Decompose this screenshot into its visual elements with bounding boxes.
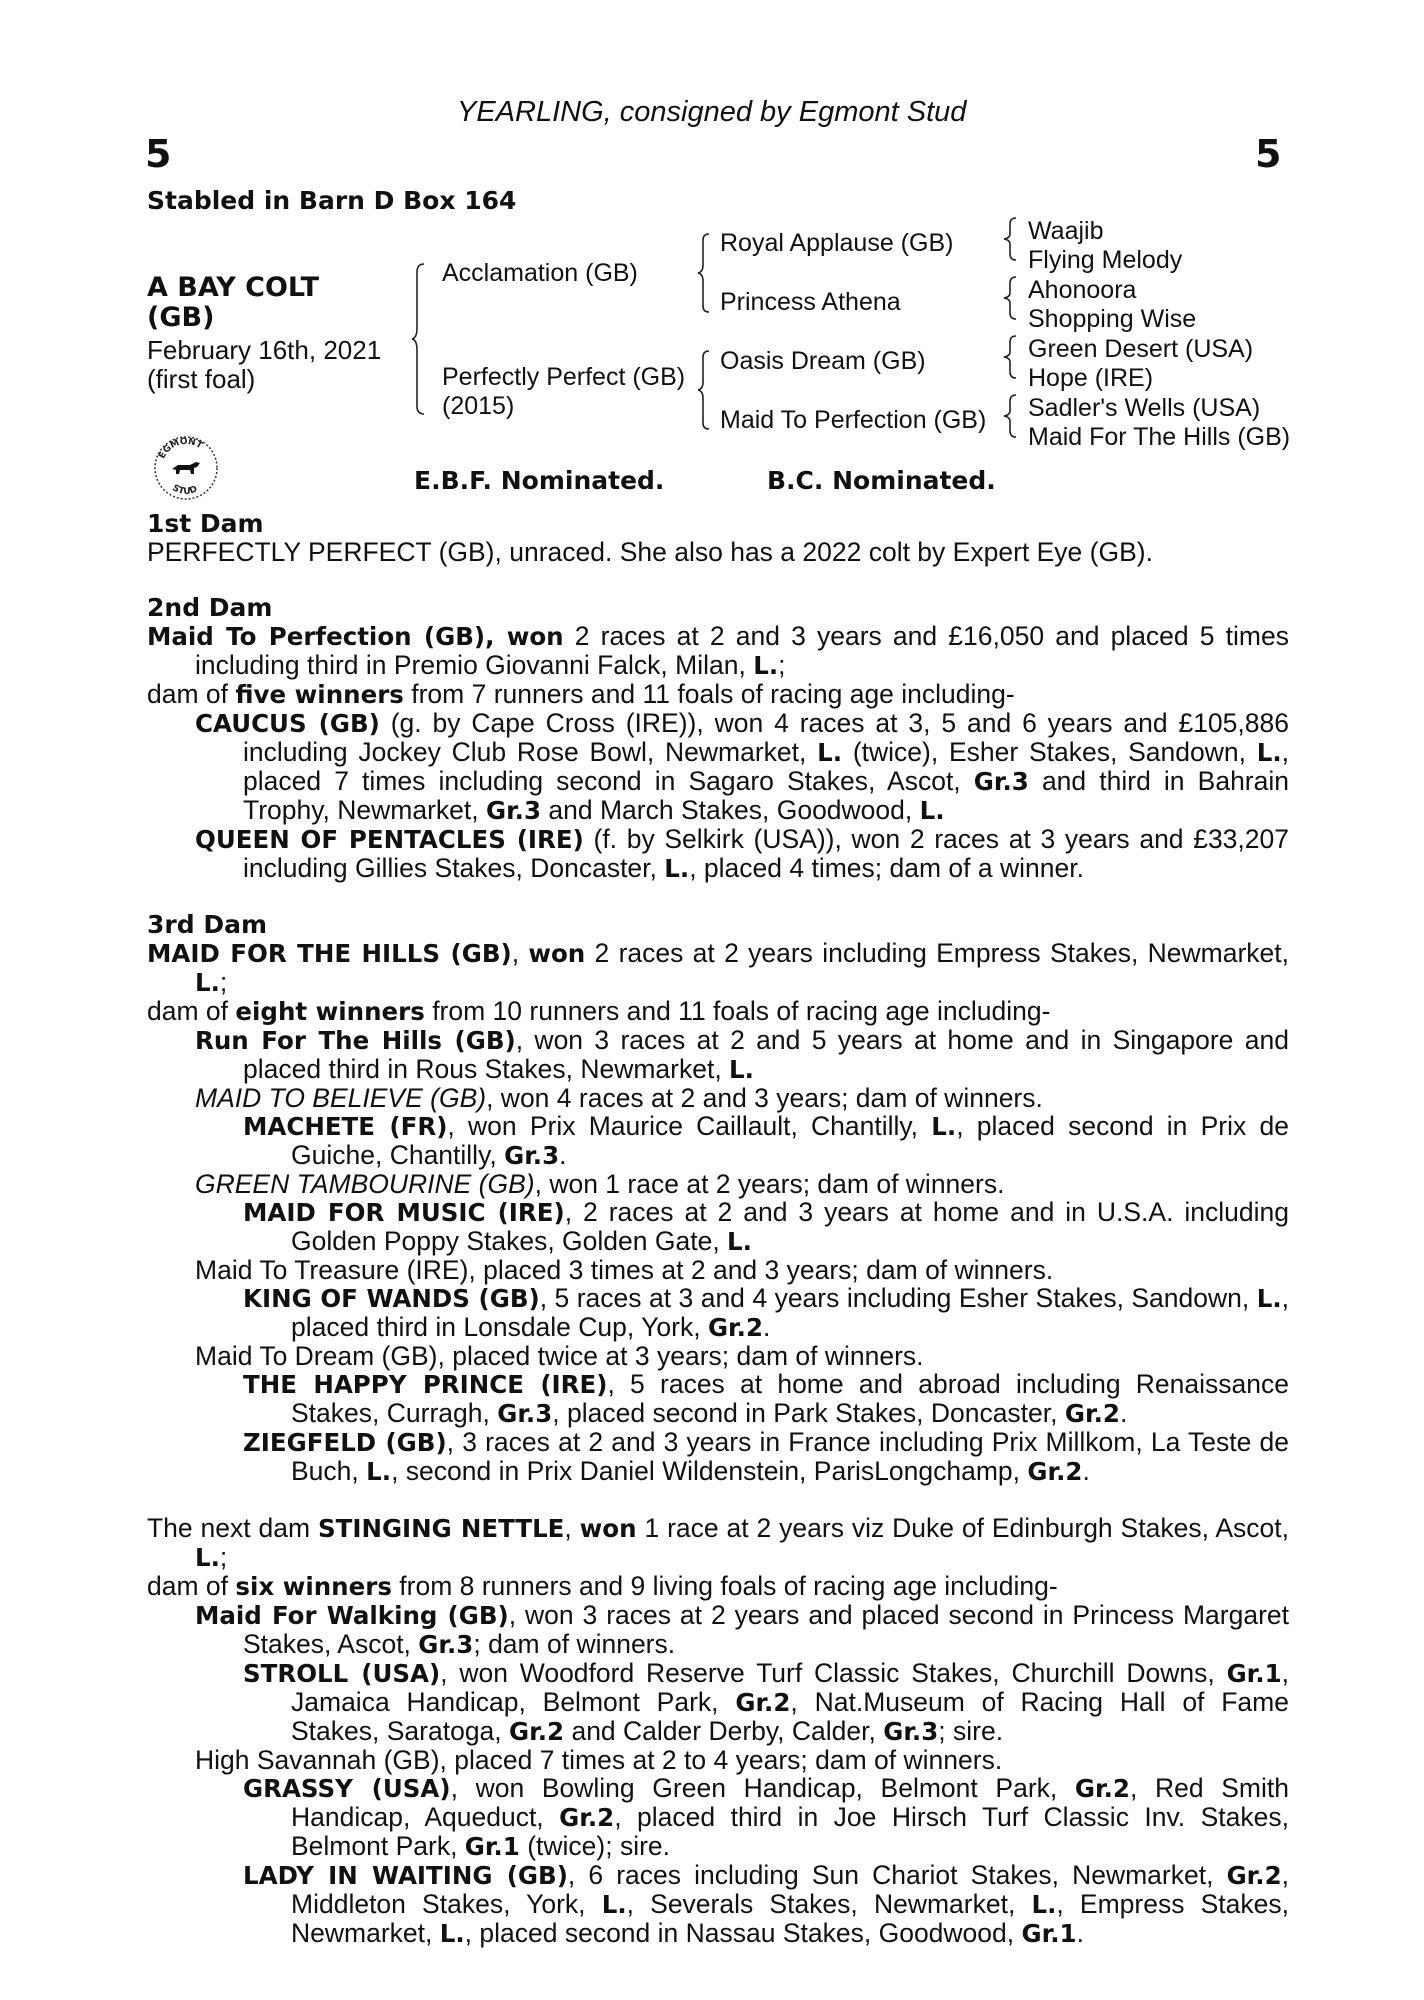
group-label: Gr.3 bbox=[418, 1630, 474, 1659]
section-heading-3rd-dam: 3rd Dam bbox=[147, 910, 267, 939]
section-heading-2nd-dam: 2nd Dam bbox=[147, 593, 273, 622]
text: , bbox=[564, 1513, 580, 1543]
winners-count: five winners bbox=[235, 680, 404, 709]
text: , won 4 races at 2 and 3 years; dam of winners. bbox=[486, 1083, 1043, 1113]
first-dam-text: PERFECTLY PERFECT (GB), unraced. She also has a 2022 colt by Expert Eye (GB). bbox=[147, 537, 1153, 567]
text: . bbox=[763, 1312, 771, 1342]
winners-count: eight winners bbox=[235, 997, 425, 1026]
text: and third in Bahrain Trophy, Newmarket, bbox=[243, 766, 1289, 825]
produce-entry bbox=[147, 709, 1289, 825]
produce-entry bbox=[147, 1370, 1289, 1428]
second-dam-name: Maid To Perfection (GB) bbox=[147, 622, 486, 651]
next-dam-record bbox=[147, 1514, 1289, 1572]
catalogue-header: YEARLING, consigned by Egmont Stud bbox=[457, 96, 967, 128]
text: , Red Smith Handicap, Aqueduct, bbox=[291, 1773, 1289, 1832]
pedigree-sds: Ahonoora bbox=[1028, 276, 1137, 304]
svg-text:STUD: STUD bbox=[170, 483, 200, 498]
pedigree-dam-sire: Oasis Dream (GB) bbox=[720, 347, 926, 375]
horse-foaling-date: February 16th, 2021 bbox=[147, 335, 382, 365]
text: , Severals Stakes, Newmarket, bbox=[626, 1889, 1032, 1919]
text: (f. by Selkirk (USA)), won 2 races at 3 years and £33,207 including Gillies Stakes, Doncaster, bbox=[243, 824, 1290, 883]
horse-foal-note: (first foal) bbox=[147, 364, 256, 394]
pedigree-dam-dam: Maid To Perfection (GB) bbox=[720, 406, 987, 434]
group-label: Gr.2 bbox=[1226, 1861, 1282, 1890]
text: ; dam of winners. bbox=[473, 1629, 676, 1659]
text: , placed second in Nassau Stakes, Goodwood, bbox=[464, 1918, 1022, 1948]
text: . bbox=[1082, 1456, 1090, 1486]
stud-seal-icon bbox=[150, 432, 222, 504]
text: . bbox=[559, 1140, 567, 1170]
listed-label: L. bbox=[727, 1227, 752, 1256]
text: ; bbox=[219, 1542, 228, 1572]
produce-entry bbox=[147, 1659, 1289, 1746]
group-label: Gr.3 bbox=[485, 796, 542, 825]
text: , placed third in Joe Hirsch Turf Classic Inv. Stakes, Belmont Park, bbox=[291, 1802, 1289, 1861]
pedigree-ddd: Maid For The Hills (GB) bbox=[1028, 423, 1291, 451]
produce-entry bbox=[147, 1170, 1289, 1198]
listed-label: L. bbox=[729, 1055, 754, 1084]
won-label: won bbox=[506, 622, 564, 651]
text: and March Stakes, Goodwood, bbox=[541, 795, 920, 825]
text: , placed second in Park Stakes, Doncaster, bbox=[552, 1398, 1065, 1428]
pedigree-brace-sire bbox=[698, 232, 712, 314]
text: , placed 7 times including second in Sagaro Stakes, Ascot, bbox=[243, 737, 1289, 796]
lot-number-left: 5 bbox=[145, 132, 172, 176]
text: dam of bbox=[147, 679, 236, 709]
won-label: won bbox=[579, 1514, 637, 1543]
second-dam-produce-summary bbox=[147, 680, 1289, 709]
produce-entry bbox=[147, 1026, 1289, 1084]
text: , Nat.Museum of Racing Hall of Fame Stakes, Saratoga, bbox=[291, 1687, 1289, 1746]
group-label: Gr.2 bbox=[559, 1803, 615, 1832]
text: , bbox=[511, 938, 529, 968]
next-dam-produce-summary bbox=[147, 1572, 1289, 1601]
pedigree-sire-sire: Royal Applause (GB) bbox=[720, 229, 954, 257]
pedigree-sire-dam: Princess Athena bbox=[720, 288, 901, 316]
text: (twice); sire. bbox=[519, 1831, 671, 1861]
text: ; sire. bbox=[938, 1716, 1004, 1746]
text: , won 3 races at 2 years and placed second in Princess Margaret Stakes, Ascot, bbox=[243, 1600, 1289, 1659]
listed-label: L. bbox=[919, 796, 945, 825]
horse-name: THE HAPPY PRINCE (IRE) bbox=[243, 1370, 608, 1399]
text: , won Bowling Green Handicap, Belmont Park, bbox=[450, 1773, 1075, 1803]
horse-name: STROLL (USA) bbox=[243, 1659, 441, 1688]
listed-label: L. bbox=[195, 968, 220, 997]
group-label: Gr.2 bbox=[735, 1688, 791, 1717]
text: 2 races at 2 and 3 years and £16,050 and placed 5 times including third in Premio Giovanni Falck, Milan, bbox=[195, 621, 1289, 680]
text: , won Prix Maurice Caillault, Chantilly, bbox=[447, 1111, 932, 1141]
listed-label: L. bbox=[931, 1112, 957, 1141]
produce-record bbox=[147, 510, 1289, 1948]
pedigree-dss: Green Desert (USA) bbox=[1028, 335, 1254, 363]
pedigree-dds: Sadler's Wells (USA) bbox=[1028, 394, 1261, 422]
text: ; bbox=[778, 650, 786, 680]
group-label: Gr.3 bbox=[504, 1141, 560, 1170]
text: , won 1 race at 2 years; dam of winners. bbox=[534, 1169, 1005, 1199]
text: dam of bbox=[147, 996, 236, 1026]
pedigree-brace-3c bbox=[1004, 334, 1018, 380]
horse-name: Run For The Hills (GB) bbox=[195, 1026, 516, 1055]
pedigree-brace-3d bbox=[1004, 393, 1018, 439]
lot-number-right: 5 bbox=[1255, 132, 1282, 176]
text: , won Woodford Reserve Turf Classic Stakes, Churchill Downs, bbox=[440, 1658, 1227, 1688]
text: , placed 4 times; dam of a winner. bbox=[689, 853, 1084, 883]
produce-entry bbox=[147, 1284, 1289, 1342]
group-label: Gr.2 bbox=[1064, 1399, 1120, 1428]
listed-label: L. bbox=[753, 651, 779, 680]
text: , won 3 races at 2 and 5 years at home and in Singapore and placed third in Rous Stakes, Newmarket, bbox=[243, 1025, 1289, 1084]
listed-label: L. bbox=[366, 1457, 392, 1486]
produce-entry bbox=[147, 1112, 1289, 1170]
group-label: Gr.1 bbox=[1226, 1659, 1282, 1688]
produce-entry bbox=[147, 1601, 1289, 1659]
horse-name: GREEN TAMBOURINE (GB) bbox=[195, 1169, 535, 1199]
produce-entry: Maid To Dream (GB), placed twice at 3 years; dam of winners. bbox=[195, 1341, 924, 1371]
pedigree-sire: Acclamation (GB) bbox=[442, 259, 638, 287]
horse-name: ZIEGFELD (GB) bbox=[243, 1428, 447, 1457]
pedigree-dam-year: (2015) bbox=[442, 392, 515, 420]
produce-entry bbox=[147, 1198, 1289, 1256]
produce-entry bbox=[147, 1774, 1289, 1861]
group-label: Gr.3 bbox=[973, 767, 1029, 796]
horse-name: MAID TO BELIEVE (GB) bbox=[195, 1083, 487, 1113]
text: The next dam bbox=[147, 1513, 318, 1543]
listed-label: L. bbox=[601, 1890, 627, 1919]
produce-entry bbox=[147, 825, 1289, 883]
listed-label: L. bbox=[1256, 738, 1282, 767]
listed-label: L. bbox=[1031, 1890, 1057, 1919]
text: 2 races at 2 years including Empress Stakes, Newmarket, bbox=[585, 938, 1289, 968]
horse-name: KING OF WANDS (GB) bbox=[243, 1284, 540, 1313]
group-label: Gr.2 bbox=[1027, 1457, 1083, 1486]
produce-entry: Maid To Treasure (IRE), placed 3 times at 2 and 3 years; dam of winners. bbox=[195, 1255, 1054, 1285]
pedigree-brace-3a bbox=[1004, 216, 1018, 262]
pedigree-dsd: Hope (IRE) bbox=[1028, 364, 1154, 392]
won-label: won bbox=[528, 939, 586, 968]
horse-name: A BAY COLT bbox=[147, 272, 320, 303]
svg-text:EGMONT: EGMONT bbox=[157, 436, 204, 461]
horse-name: QUEEN OF PENTACLES (IRE) bbox=[195, 825, 584, 854]
text: , second in Prix Daniel Wildenstein, ParisLongchamp, bbox=[391, 1456, 1028, 1486]
pedigree-ssd: Flying Melody bbox=[1028, 246, 1183, 274]
pedigree-brace-3b bbox=[1004, 275, 1018, 321]
text: , placed second in Prix de Guiche, Chantilly, bbox=[291, 1111, 1289, 1170]
ebf-nomination: E.B.F. Nominated. bbox=[414, 466, 665, 495]
group-label: Gr.2 bbox=[1074, 1774, 1130, 1803]
text: from 7 runners and 11 foals of racing age including- bbox=[403, 679, 1015, 709]
group-label: Gr.2 bbox=[509, 1717, 565, 1746]
text: , 5 races at 3 and 4 years including Esher Stakes, Sandown, bbox=[539, 1283, 1257, 1313]
pedigree-brace-dam bbox=[698, 349, 712, 431]
produce-entry bbox=[147, 1428, 1289, 1486]
group-label: Gr.1 bbox=[1021, 1919, 1077, 1948]
pedigree-dam: Perfectly Perfect (GB) bbox=[442, 363, 686, 391]
text: and Calder Derby, Calder, bbox=[564, 1716, 884, 1746]
section-heading-1st-dam: 1st Dam bbox=[147, 509, 264, 538]
listed-label: L. bbox=[817, 738, 843, 767]
text: , Middleton Stakes, York, bbox=[291, 1860, 1289, 1919]
text: from 8 runners and 9 living foals of racing age including- bbox=[391, 1571, 1058, 1601]
pedigree-sdd: Shopping Wise bbox=[1028, 305, 1197, 333]
text: ; bbox=[219, 967, 228, 997]
second-dam-record: Maid To Perfection (GB), won 2 races at 2 and 3 years and £16,050 and placed 5 times including third in Premio Giovanni Falck, Milan, L.; bbox=[147, 621, 1289, 680]
horse-name: Maid For Walking (GB) bbox=[195, 1601, 509, 1630]
text: . bbox=[1076, 1918, 1084, 1948]
pedigree-brace-gen1 bbox=[412, 262, 428, 416]
produce-entry bbox=[147, 1084, 1289, 1112]
group-label: Gr.3 bbox=[883, 1717, 939, 1746]
pedigree-sss: Waajib bbox=[1028, 217, 1104, 245]
listed-label: L. bbox=[195, 1543, 220, 1572]
listed-label: L. bbox=[439, 1919, 465, 1948]
text: , 6 races including Sun Chariot Stakes, Newmarket, bbox=[567, 1860, 1227, 1890]
listed-label: L. bbox=[664, 854, 690, 883]
third-dam-record bbox=[147, 939, 1289, 997]
next-dam-name: STINGING NETTLE bbox=[317, 1514, 565, 1543]
text: , 5 races at home and abroad including Renaissance Stakes, Curragh, bbox=[291, 1369, 1289, 1428]
listed-label: L. bbox=[1256, 1284, 1282, 1313]
text: , 3 races at 2 and 3 years in France including Prix Millkom, La Teste de Buch, bbox=[291, 1427, 1290, 1486]
text: , placed third in Lonsdale Cup, York, bbox=[291, 1283, 1290, 1342]
horse-name: MACHETE (FR) bbox=[243, 1112, 448, 1141]
text: . bbox=[1119, 1398, 1128, 1428]
text: , Jamaica Handicap, Belmont Park, bbox=[291, 1658, 1289, 1717]
bc-nomination: B.C. Nominated. bbox=[767, 466, 996, 495]
third-dam-name: MAID FOR THE HILLS (GB) bbox=[147, 939, 512, 968]
text: 1 race at 2 years viz Duke of Edinburgh Stakes, Ascot, bbox=[636, 1513, 1289, 1543]
group-label: Gr.1 bbox=[464, 1832, 520, 1861]
horse-name: LADY IN WAITING (GB) bbox=[243, 1861, 568, 1890]
produce-entry: High Savannah (GB), placed 7 times at 2 to 4 years; dam of winners. bbox=[195, 1745, 1003, 1775]
group-label: Gr.3 bbox=[497, 1399, 553, 1428]
produce-entry bbox=[147, 1861, 1289, 1948]
horse-name: CAUCUS (GB) bbox=[195, 709, 380, 738]
text: dam of bbox=[147, 1571, 236, 1601]
winners-count: six winners bbox=[235, 1572, 392, 1601]
third-dam-produce-summary bbox=[147, 997, 1289, 1026]
text: (twice), Esher Stakes, Sandown, bbox=[842, 737, 1257, 767]
group-label: Gr.2 bbox=[707, 1313, 763, 1342]
text: , Empress Stakes, Newmarket, bbox=[291, 1889, 1289, 1948]
text: , 2 races at 2 and 3 years at home and in U.S.A. including Golden Poppy Stakes, Golden Gate, bbox=[291, 1197, 1289, 1256]
horse-name: MAID FOR MUSIC (IRE) bbox=[243, 1198, 565, 1227]
horse-country: (GB) bbox=[147, 302, 215, 333]
text: (g. by Cape Cross (IRE)), won 4 races at 3, 5 and 6 years and £105,886 including Jockey Club Rose Bowl, Newmarket, bbox=[243, 708, 1289, 767]
text: from 10 runners and 11 foals of racing age including- bbox=[424, 996, 1051, 1026]
horse-name: GRASSY (USA) bbox=[243, 1774, 451, 1803]
stabled-location: Stabled in Barn D Box 164 bbox=[147, 186, 517, 215]
